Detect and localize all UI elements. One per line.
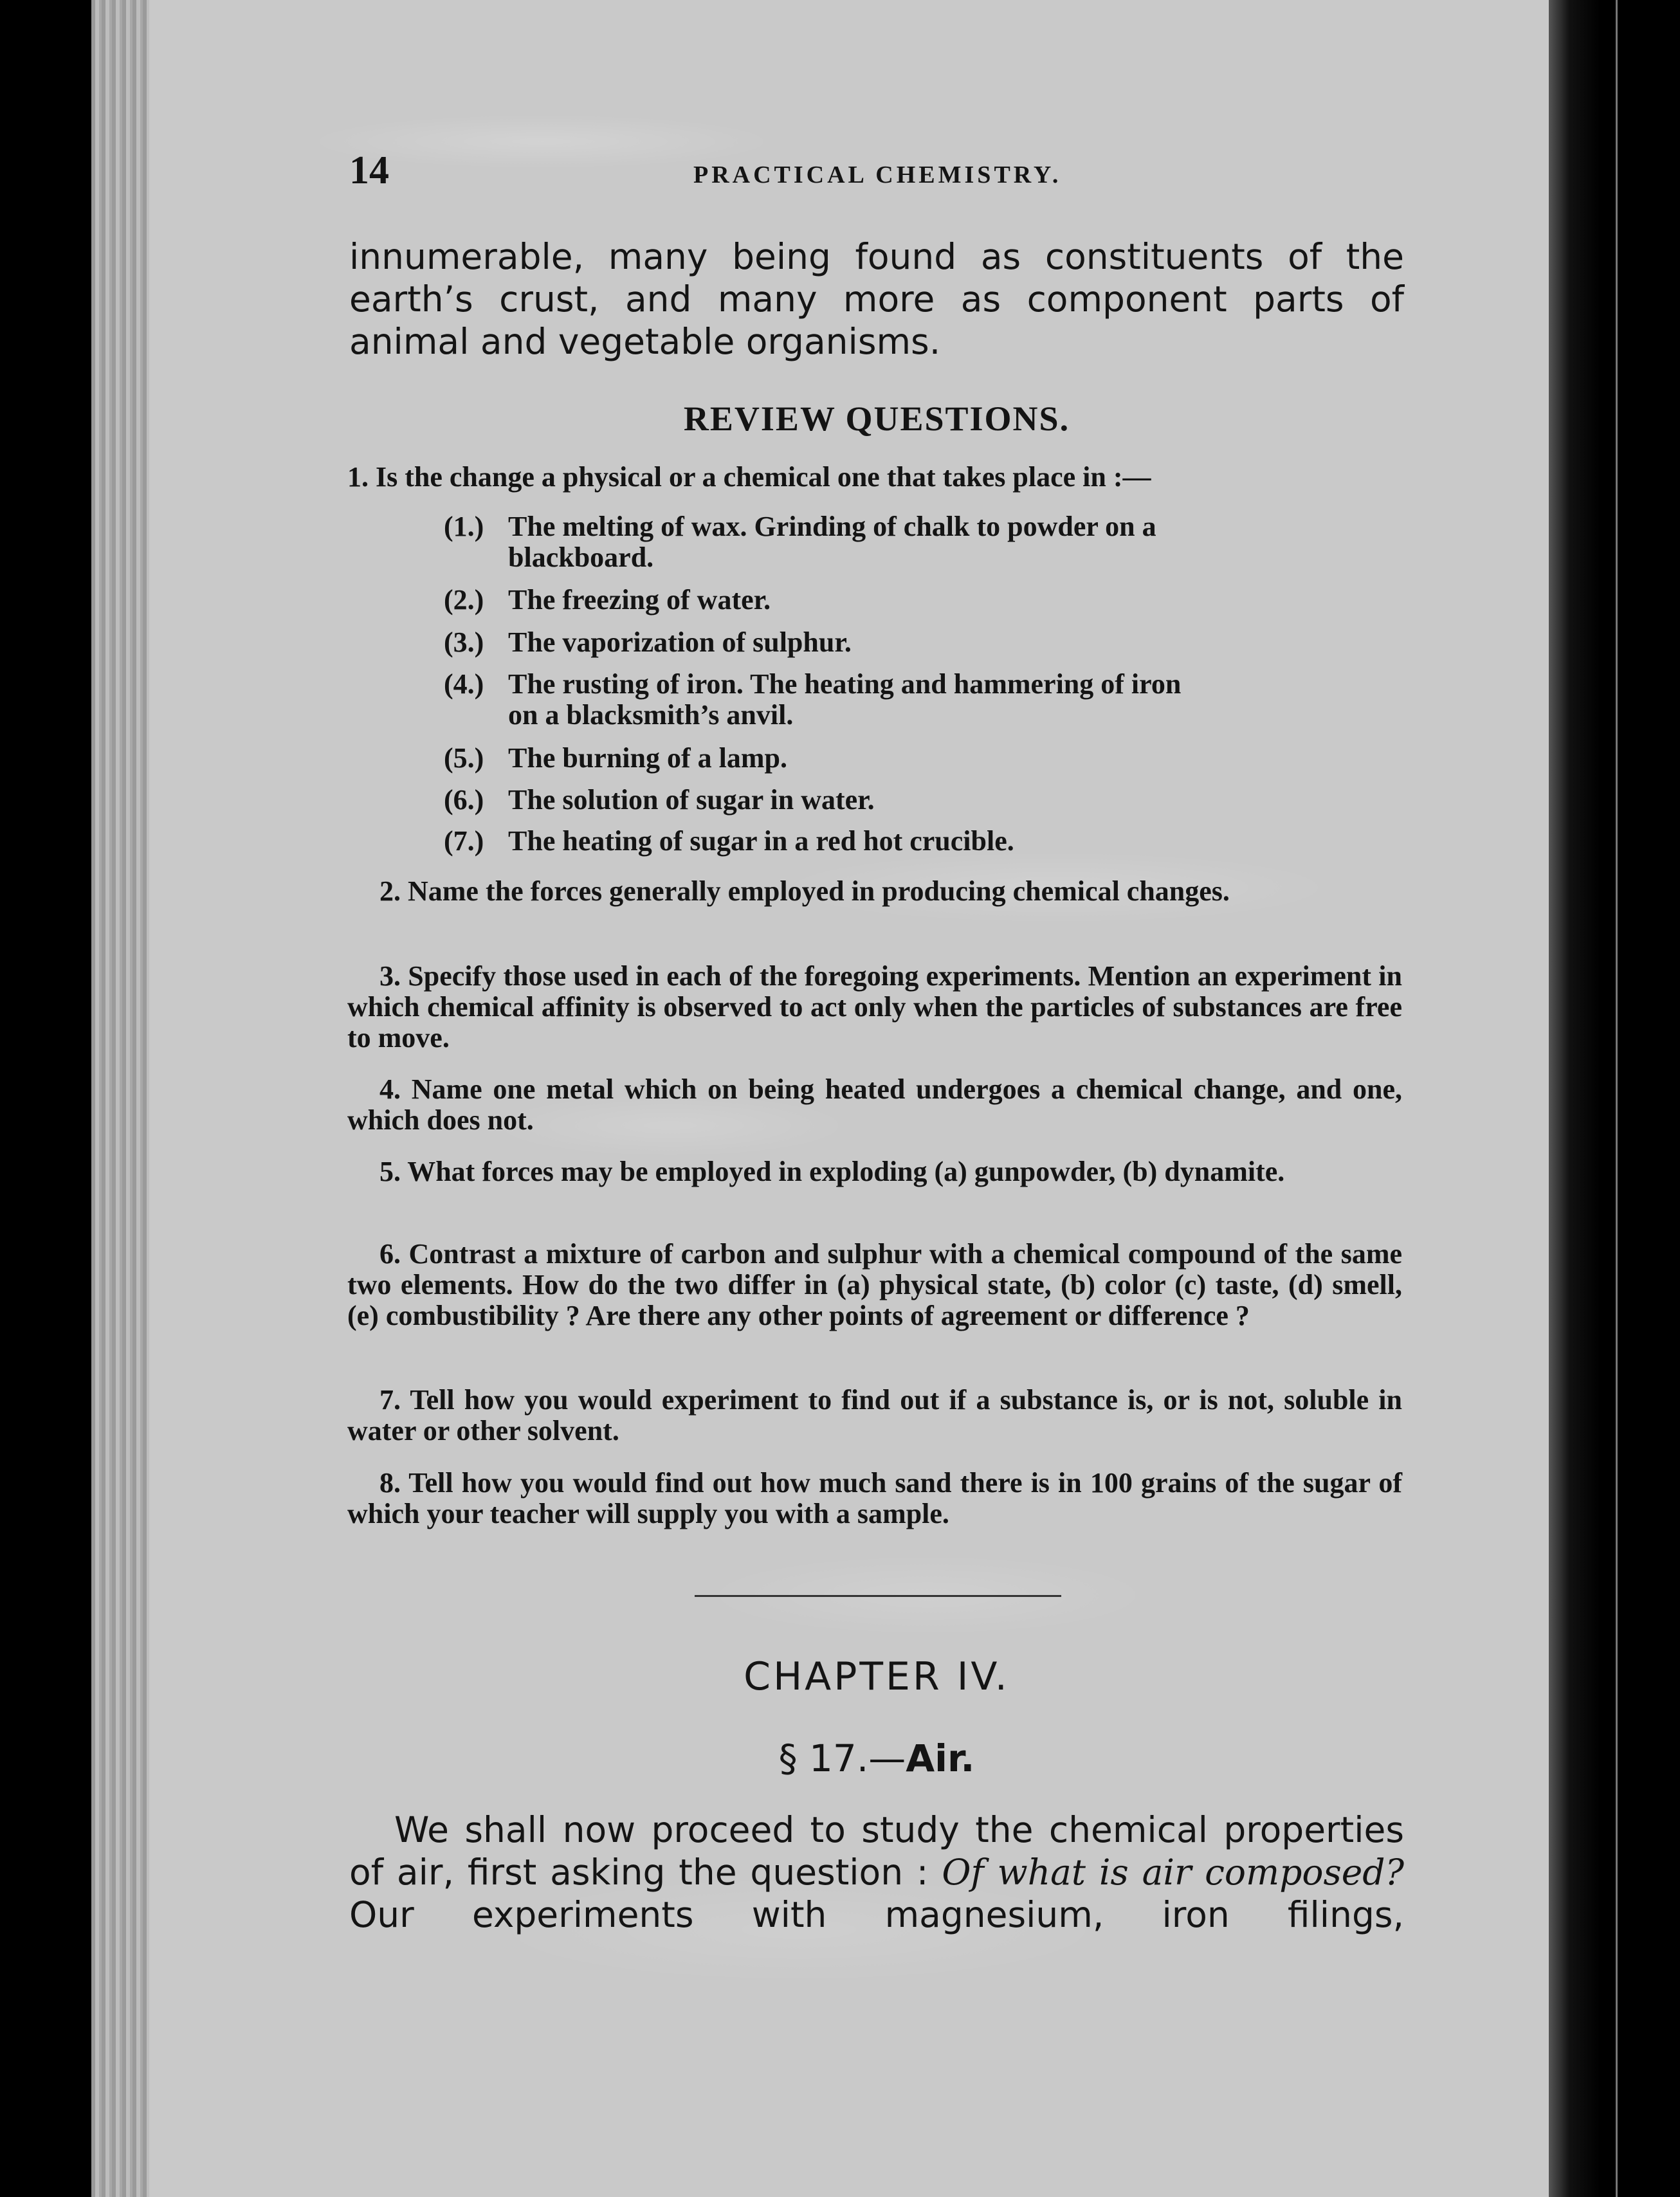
question-4: 4. Name one metal which on being heated undergoes a chemical change, and one, which does not. — [347, 1073, 1402, 1136]
item-number: (1.) — [444, 511, 484, 542]
item-text: The rusting of iron. The heating and hammering of iron — [508, 668, 1182, 700]
paragraph-text-end: Our experiments with magnesium, iron filings, — [349, 1894, 1404, 1935]
item-number: (5.) — [444, 742, 484, 774]
item-number: (2.) — [444, 584, 484, 615]
item-text: The freezing of water. — [508, 584, 771, 615]
page-number: 14 — [349, 149, 389, 192]
question-1-item — [444, 669, 1405, 731]
item-number: (4.) — [444, 668, 484, 700]
question-3: 3. Specify those used in each of the foregoing experiments. Mention an experiment in which chemical affinity is observed to act only when the particles of substances are free to move. — [347, 960, 1402, 1053]
page-stack-edge — [91, 0, 149, 2197]
running-title: PRACTICAL CHEMISTRY. — [693, 161, 1062, 188]
question-1-item — [444, 826, 1405, 857]
item-number: (3.) — [444, 626, 484, 658]
paragraph-italic: Of what is air composed? — [942, 1852, 1404, 1893]
question-1: 1. Is the change a physical or a chemical one that takes place in :— — [347, 461, 1151, 493]
question-5: 5. What forces may be employed in exploding (a) gunpowder, (b) dynamite. — [379, 1156, 1285, 1187]
chapter-heading: CHAPTER IV. — [744, 1654, 1010, 1699]
binding-shadow — [1549, 0, 1600, 2197]
item-text: The vaporization of sulphur. — [508, 626, 852, 658]
question-1-item — [444, 627, 1405, 658]
section-heading — [349, 1737, 1404, 1780]
paragraph-text: We shall now proceed to study the chemical properties of air, first asking the question : — [349, 1809, 1404, 1893]
question-6: 6. Contrast a mixture of carbon and sulphur with a chemical compound of the same two elements. How do the two differ in (a) physical state, (b) color (c) taste, (d) smell, (e) combustibility ? Are there any other points of agreement or difference ? — [347, 1238, 1402, 1331]
question-1-item — [444, 785, 1405, 816]
question-1-item — [444, 511, 1405, 573]
question-1-item — [444, 743, 1405, 774]
question-7: 7. Tell how you would experiment to find out if a substance is, or is not, soluble in water or other solvent. — [347, 1384, 1402, 1446]
question-8: 8. Tell how you would find out how much sand there is in 100 grains of the sugar of which your teacher will supply you with a sample. — [347, 1467, 1402, 1529]
section-number: § 17.— — [778, 1737, 906, 1780]
page-header — [349, 148, 1404, 199]
review-heading: REVIEW QUESTIONS. — [683, 399, 1070, 438]
section-title: Air. — [906, 1737, 975, 1780]
intro-paragraph: innumerable, many being found as constituents of the earth’s crust, and many more as component parts of animal and vegetable organisms. — [349, 236, 1404, 362]
item-number: (7.) — [444, 825, 484, 857]
chapter-paragraph — [349, 1809, 1404, 1936]
item-text: The solution of sugar in water. — [508, 784, 875, 816]
item-text: The burning of a lamp. — [508, 742, 787, 774]
facing-page-edge — [1600, 0, 1680, 2197]
item-continuation: on a blacksmith’s anvil. — [508, 699, 794, 731]
item-continuation: blackboard. — [508, 542, 654, 573]
question-2: 2. Name the forces generally employed in producing chemical changes. — [379, 875, 1230, 907]
section-divider — [695, 1595, 1061, 1597]
item-number: (6.) — [444, 784, 484, 816]
question-1-item — [444, 585, 1405, 615]
item-text: The melting of wax. Grinding of chalk to powder on a — [508, 511, 1156, 542]
item-text: The heating of sugar in a red hot crucible. — [508, 825, 1014, 857]
